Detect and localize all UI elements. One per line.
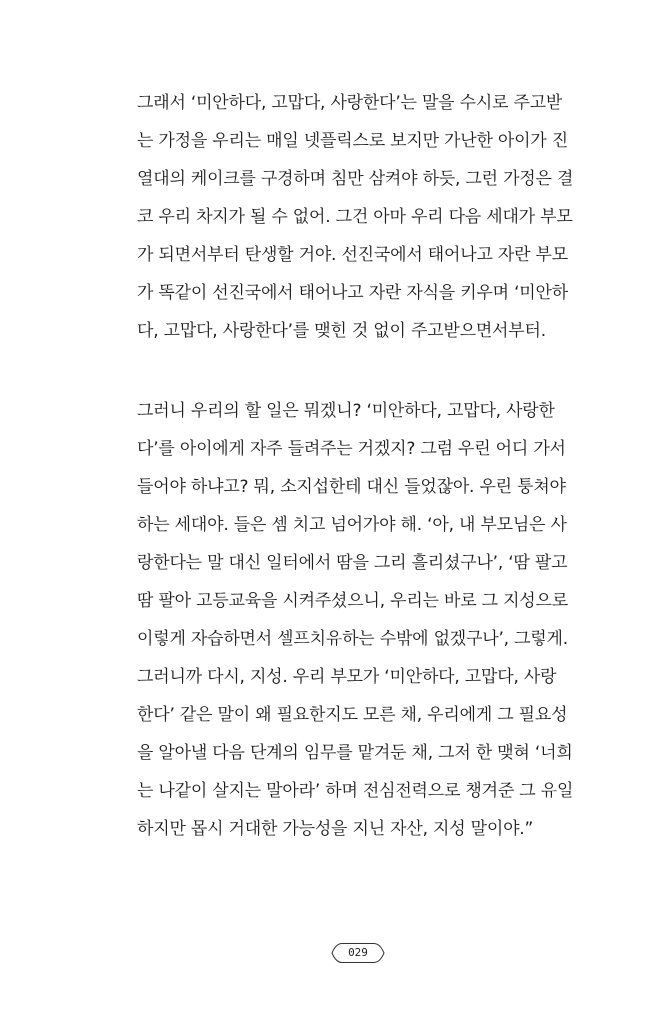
text-line: 하는 세대야. 들은 셈 치고 넘어가야 해. ‘아, 내 부모님은 사 xyxy=(137,515,567,535)
text-line: 그래서 ‘미안하다, 고맙다, 사랑한다’는 말을 수시로 주고받 xyxy=(137,93,563,113)
text-line: 코 우리 차지가 될 수 없어. 그건 아마 우리 다음 세대가 부모 xyxy=(137,207,573,227)
text-line: 땀 팔아 고등교육을 시켜주셨으니, 우리는 바로 그 지성으로 xyxy=(137,591,568,611)
text-line: 다’를 아이에게 자주 들려주는 거겠지? 그럼 우린 어디 가서 xyxy=(137,439,566,459)
paragraph-2 xyxy=(137,392,577,658)
text-line: 들어야 하냐고? 뭐, 소지섭한테 대신 들었잖아. 우린 퉁쳐야 xyxy=(137,477,566,497)
page-number-label: 029 xyxy=(348,946,368,959)
text-line: 는 가정을 우리는 매일 넷플릭스로 보지만 가난한 아이가 진 xyxy=(137,131,568,151)
text-line: 가 되면서부터 탄생할 거야. 선진국에서 태어나고 자란 부모 xyxy=(137,245,568,265)
text-line: 는 나같이 살지는 말아라’ 하며 전심전력으로 챙겨준 그 유일 xyxy=(137,781,574,801)
text-line: 한다’ 같은 말이 왜 필요한지도 모른 채, 우리에게 그 필요성 xyxy=(137,705,568,725)
text-line: 열대의 케이크를 구경하며 침만 삼켜야 하듯, 그런 가정은 결 xyxy=(137,169,574,189)
text-line: 을 알아낼 다음 단계의 임무를 맡겨둔 채, 그저 한 맺혀 ‘너희 xyxy=(137,743,573,763)
text-line: 그러니 우리의 할 일은 뭐겠니? ‘미안하다, 고맙다, 사랑한 xyxy=(137,401,555,421)
text-line: 가 똑같이 선진국에서 태어나고 자란 자식을 키우며 ‘미안하 xyxy=(137,283,568,303)
text-line: 그러니까 다시, 지성. 우리 부모가 ‘미안하다, 고맙다, 사랑 xyxy=(137,667,557,687)
text-line: 다, 고맙다, 사랑한다’를 맺힌 것 없이 주고받으면서부터. xyxy=(137,321,546,341)
text-line: 하지만 몹시 거대한 가능성을 지닌 자산, 지성 말이야.” xyxy=(137,819,534,839)
page-number xyxy=(330,942,386,964)
text-line: 이렇게 자습하면서 셀프치유하는 수밖에 없겠구나’, 그렇게. xyxy=(137,629,568,649)
paragraph-1 xyxy=(137,84,577,350)
text-line: 랑한다는 말 대신 일터에서 땀을 그리 흘리셨구나’, ‘땀 팔고 xyxy=(137,553,568,573)
paragraph-3 xyxy=(137,658,577,848)
